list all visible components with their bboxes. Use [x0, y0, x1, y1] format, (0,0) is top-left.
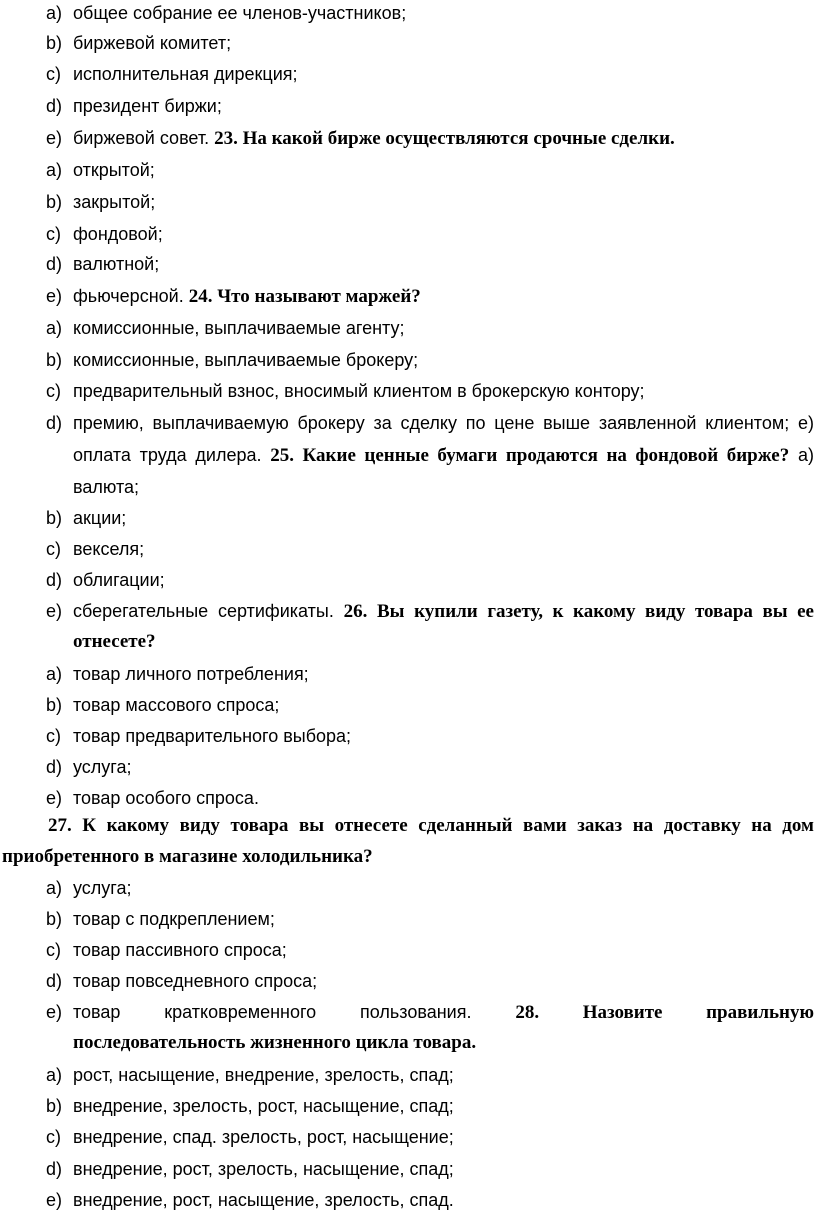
option-text: валютной;	[73, 254, 160, 274]
option-text: акции;	[73, 508, 127, 528]
option-marker: d)	[46, 254, 63, 274]
option-text: президент биржи;	[73, 96, 222, 116]
option-marker: d)	[46, 570, 63, 590]
option-marker: d)	[46, 96, 63, 116]
option-text: биржевой совет.	[73, 128, 210, 148]
option-marker: e)	[46, 1190, 63, 1210]
option-marker: b)	[46, 192, 63, 212]
option-text: внедрение, рост, насыщение, зрелость, спад.	[73, 1190, 454, 1210]
option-text: услуга;	[73, 878, 132, 898]
option-text: фондовой;	[73, 224, 163, 244]
option-marker: d)	[46, 971, 63, 991]
option-text: облигации;	[73, 570, 165, 590]
option-marker: d)	[46, 413, 63, 433]
option-text: исполнительная дирекция;	[73, 64, 298, 84]
option-marker: b)	[46, 909, 63, 929]
question-heading: отнесете?	[73, 631, 156, 652]
option-marker: b)	[46, 695, 63, 715]
option-marker: a)	[46, 878, 63, 898]
question-heading: 24. Что называют маржей?	[188, 286, 421, 307]
option-text: товар повседневного спроса;	[73, 971, 318, 991]
option-text: внедрение, зрелость, рост, насыщение, спад;	[73, 1096, 454, 1116]
option-marker: e)	[46, 128, 63, 148]
option-text: внедрение, рост, зрелость, насыщение, спад;	[73, 1159, 454, 1179]
option-marker: a)	[46, 160, 63, 180]
option-text: товар личного потребления;	[73, 664, 309, 684]
option-marker: a)	[797, 445, 814, 465]
option-marker: c)	[46, 726, 61, 746]
option-text: векселя;	[73, 539, 145, 559]
option-marker: d)	[46, 1159, 63, 1179]
option-text: биржевой комитет;	[73, 33, 232, 53]
option-marker: a)	[46, 3, 63, 23]
option-marker: b)	[46, 508, 63, 528]
option-text: услуга;	[73, 757, 132, 777]
option-text: открытой;	[73, 160, 155, 180]
option-marker: b)	[46, 33, 63, 53]
option-text: сберегательные сертификаты.	[73, 601, 334, 621]
question-heading: 27. К какому виду товара вы отнесете сделанный вами заказ на доставку на дом	[48, 815, 814, 836]
question-heading: последовательность жизненного цикла товара.	[73, 1032, 477, 1053]
option-text: товар особого спроса.	[73, 788, 259, 808]
option-text: комиссионные, выплачиваемые брокеру;	[73, 350, 419, 370]
question-heading: 28. Назовите правильную	[515, 1002, 814, 1023]
option-marker: a)	[46, 1065, 63, 1085]
option-text: общее собрание ее членов-участников;	[73, 3, 407, 23]
question-heading: 26. Вы купили газету, к какому виду товара вы ее	[343, 601, 814, 622]
question-heading: приобретенного в магазине холодильника?	[2, 846, 373, 867]
option-text: товар с подкреплением;	[73, 909, 275, 929]
option-text: товар массового спроса;	[73, 695, 280, 715]
option-marker: c)	[46, 224, 61, 244]
option-marker: c)	[46, 64, 61, 84]
option-marker: a)	[46, 318, 63, 338]
option-marker: e)	[46, 788, 63, 808]
question-heading: 23. На какой бирже осуществляются срочные сделки.	[214, 128, 675, 149]
option-text: товар пассивного спроса;	[73, 940, 287, 960]
option-marker: b)	[46, 1096, 63, 1116]
option-text: премию, выплачиваемую брокеру за сделку по цене выше заявленной клиентом; e)	[73, 413, 814, 433]
option-text: предварительный взнос, вносимый клиентом в брокерскую контору;	[73, 381, 645, 401]
option-marker: e)	[46, 1002, 63, 1022]
option-marker: c)	[46, 539, 61, 559]
option-marker: d)	[46, 757, 63, 777]
option-marker: c)	[46, 940, 61, 960]
option-marker: a)	[46, 664, 63, 684]
option-text: товар кратковременного пользования.	[73, 1002, 472, 1022]
option-text: закрытой;	[73, 192, 156, 212]
option-text: товар предварительного выбора;	[73, 726, 352, 746]
option-text: фьючерсной.	[73, 286, 184, 306]
option-text: оплата труда дилера.	[73, 445, 262, 465]
option-text: внедрение, спад. зрелость, рост, насыщение;	[73, 1127, 454, 1147]
option-marker: e)	[46, 286, 63, 306]
option-marker: e)	[46, 601, 63, 621]
option-marker: c)	[46, 1127, 61, 1147]
option-text: комиссионные, выплачиваемые агенту;	[73, 318, 405, 338]
option-marker: b)	[46, 350, 63, 370]
question-heading: 25. Какие ценные бумаги продаются на фондовой бирже?	[270, 445, 790, 466]
option-marker: c)	[46, 381, 61, 401]
option-text: валюта;	[73, 477, 140, 497]
option-text: рост, насыщение, внедрение, зрелость, спад;	[73, 1065, 454, 1085]
